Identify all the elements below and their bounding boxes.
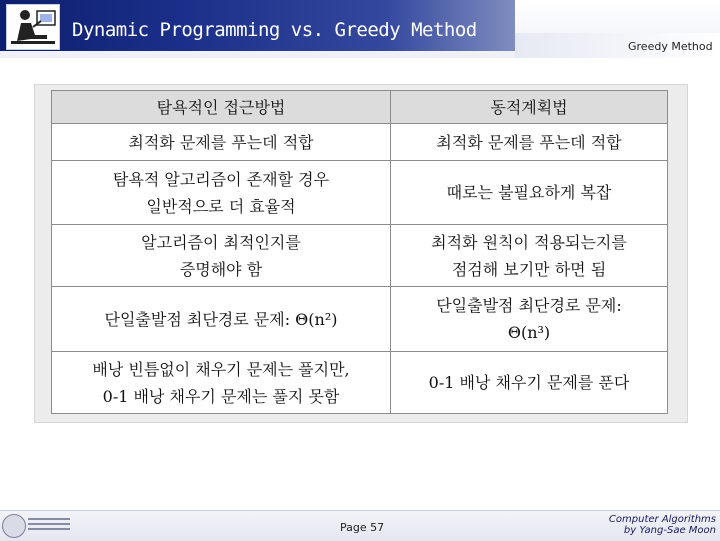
greedy-cell: [52, 287, 391, 352]
university-seal-icon: [2, 514, 26, 538]
cell-text: 탐욕적 알고리즘이 존재할 경우 일반적으로 더 효율적: [112, 169, 330, 216]
university-wordmark-graphic: [28, 518, 70, 532]
dp-cell: [391, 225, 668, 287]
title-bar: [0, 0, 515, 51]
greedy-cell: [52, 124, 391, 161]
table-row: [52, 161, 668, 225]
presenter-clipart-icon: [6, 4, 60, 50]
greedy-cell: [52, 225, 391, 287]
dp-cell: [391, 161, 668, 225]
slide-title: Dynamic Programming vs. Greedy Method: [72, 19, 477, 41]
cell-text: 단일출발점 최단경로 문제: Θ(n²): [104, 309, 338, 329]
section-label: Greedy Method: [628, 40, 713, 53]
university-logo: [2, 514, 72, 538]
cell-text: 배낭 빈틈없이 채우기 문제는 풀지만, 0-1 배낭 채우기 문제는 풀지 못함: [92, 359, 350, 406]
cell-text: 최적화 문제를 푸는데 적합: [128, 132, 314, 152]
page-number: Page 57: [340, 521, 385, 534]
cell-text: 알고리즘이 최적인지를 증명해야 함: [141, 232, 301, 279]
dp-cell: [391, 287, 668, 352]
comparison-table: [51, 90, 668, 414]
column-header-greedy: 탐욕적인 접근방법: [52, 91, 391, 124]
cell-text: 때로는 불필요하게 복잡: [446, 183, 612, 202]
table-row: [52, 287, 668, 352]
greedy-cell: [52, 352, 391, 414]
cell-text: 단일출발점 최단경로 문제: Θ(n³): [436, 296, 622, 342]
table-row: [52, 352, 668, 414]
dp-cell: [391, 124, 668, 161]
credit-line-author: by Yang-Sae Moon: [623, 525, 716, 536]
table-row: [52, 225, 668, 287]
dp-cell: [391, 352, 668, 414]
cell-text: 최적화 문제를 푸는데 적합: [436, 132, 622, 152]
credit-line-course: Computer Algorithms: [608, 514, 716, 525]
cell-text: 0-1 배낭 채우기 문제를 푼다: [428, 373, 630, 392]
cell-text: 최적화 원칙이 적용되는지를 점검해 보기만 하면 됨: [431, 232, 627, 279]
table-header-row: [52, 91, 668, 124]
greedy-cell: [52, 161, 391, 225]
course-credit: [606, 514, 716, 536]
column-header-dynamic-programming: 동적계획법: [391, 91, 668, 124]
table-row: [52, 124, 668, 161]
